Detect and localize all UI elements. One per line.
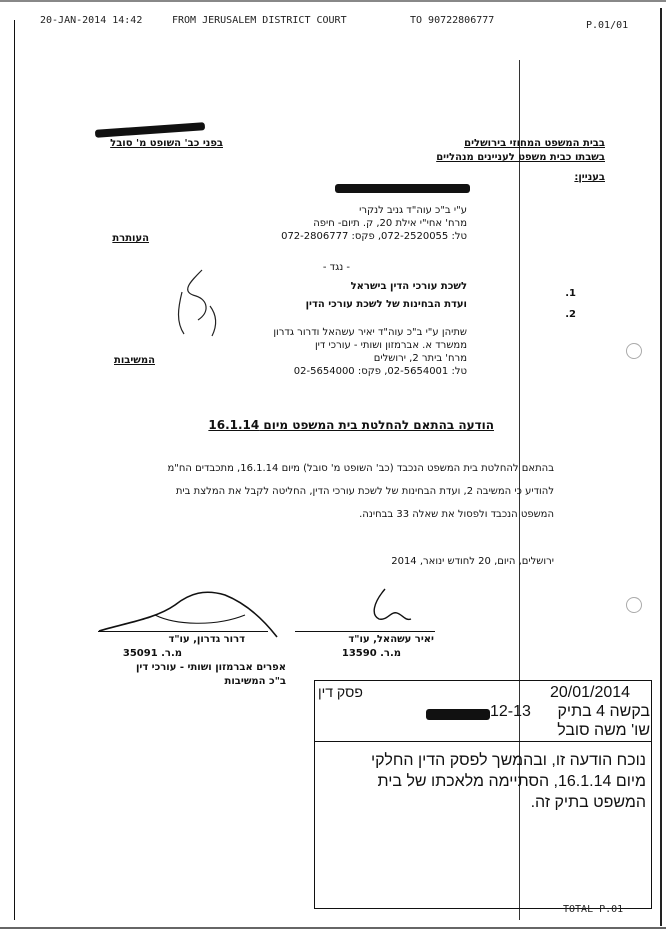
punch-hole-top — [626, 343, 642, 359]
petitioner-phone: טל: 072-2520055, פקס: 072-2806777 — [281, 231, 467, 242]
respondents-address: מרח' ביתר 2, ירושלים — [373, 353, 467, 364]
signer-left-id: מ.ר. 35091 — [122, 648, 182, 659]
date-line: ירושלים, היום, 20 לחודש ינואר, 2014 — [391, 556, 554, 567]
signatures-for: ב"כ המשיבות — [224, 676, 286, 687]
stamp-date: 20/01/2014 — [550, 684, 631, 701]
respondent-2-number: .2 — [565, 309, 576, 320]
handwritten-initials — [160, 262, 230, 342]
respondent-2-name: ועדת הבחינות של לשכת עורכי הדין — [305, 299, 467, 310]
respondent-1-number: .1 — [565, 288, 576, 299]
stamp-case: בקשה 4 בתיק — [557, 703, 650, 720]
fax-page: P.01/01 — [586, 20, 629, 31]
court-name: בבית המשפט המחוזי בירושלים — [464, 138, 605, 149]
stamp-redacted-case — [426, 709, 490, 720]
stamp-text-2: מיום 16.1.14, הסתיימה מלאכתו של בית — [377, 773, 646, 790]
stamp-judge: שו' משה סובל — [557, 722, 650, 739]
respondent-1-name: לשכת עורכי הדין בישראל — [350, 281, 467, 292]
fax-date-time: 20-JAN-2014 14:42 — [40, 15, 143, 26]
signer-left-name: דרור גדרון, עו"ד — [168, 634, 245, 645]
stamp-text-1: נוכח הודעה זו, ובהמשך לפסק הדין החלקי — [370, 752, 646, 769]
signer-right-name: יאיר עשהאל, עו"ד — [348, 634, 434, 645]
redacted-case-number — [95, 122, 205, 138]
respondents-firm: ממשרד א. אברמזון ושותי - עורכי דין — [314, 340, 467, 351]
signature-right — [355, 585, 415, 635]
versus-label: - נגד - — [322, 262, 350, 273]
scan-left-edge — [14, 20, 15, 920]
body-line-2: להודיע כי המשיבה 2, ועדת הבחינות של לשכת עורכי הדין, החליטה לקבל את המלצת בית — [175, 486, 554, 497]
judge-line: בפני כב' השופט מ' סובל — [110, 138, 223, 149]
matter-label: בעניין: — [574, 172, 605, 183]
punch-hole-bottom — [626, 597, 642, 613]
stamp-text-3: המשפט בתיק זה. — [530, 794, 646, 811]
fax-from: FROM JERUSALEM DISTRICT COURT — [172, 15, 347, 26]
fax-to: TO 90722806777 — [410, 15, 495, 26]
stamp-type: פסק דין — [318, 684, 363, 700]
scan-bottom-edge — [0, 927, 666, 929]
scan-right-edge — [660, 8, 662, 926]
court-division: בשבתו כבית משפט לעניינים מנהליים — [436, 152, 605, 163]
body-line-3: המשפט הנכבד ולפסול את שאלה 33 בבחינה. — [359, 509, 554, 520]
body-line-1: בהתאם להחלטת בית המשפט הנכבד (כב' השופט מ' סובל) מיום 16.1.14, מתכבדים הח"מ — [167, 463, 554, 474]
respondents-counsel: שתיהן ע"י ב"כ עוה"ד יאיר עשהאל ודרור גדרון — [273, 327, 467, 338]
respondents-role: המשיבות — [114, 355, 155, 366]
petitioner-counsel: ע"י ב"כ עוה"ד גניב לנקרי — [359, 205, 467, 216]
fax-total-pages: TOTAL P.01 — [563, 904, 624, 915]
signature-line-left — [98, 631, 268, 632]
scan-top-edge — [0, 0, 666, 2]
redacted-petitioner-name — [335, 184, 470, 193]
law-firm: אפרים אברמזון ושותי - עורכי דין — [135, 662, 286, 673]
petitioner-role: העותרת — [112, 233, 149, 244]
signer-right-id: מ.ר. 13590 — [341, 648, 401, 659]
respondents-phone: טל: 02-5654001, פקס: 02-5654000 — [293, 366, 467, 377]
stamp-case-number: 12-13 — [490, 703, 531, 720]
notice-title: הודעה בהתאם להחלטת בית המשפט מיום 16.1.14 — [208, 418, 494, 432]
signature-line-right — [295, 631, 435, 632]
decision-stamp — [314, 680, 652, 910]
petitioner-address: מרח' אחי"י אילת 20, ק. תיום- חיפה — [313, 218, 467, 229]
